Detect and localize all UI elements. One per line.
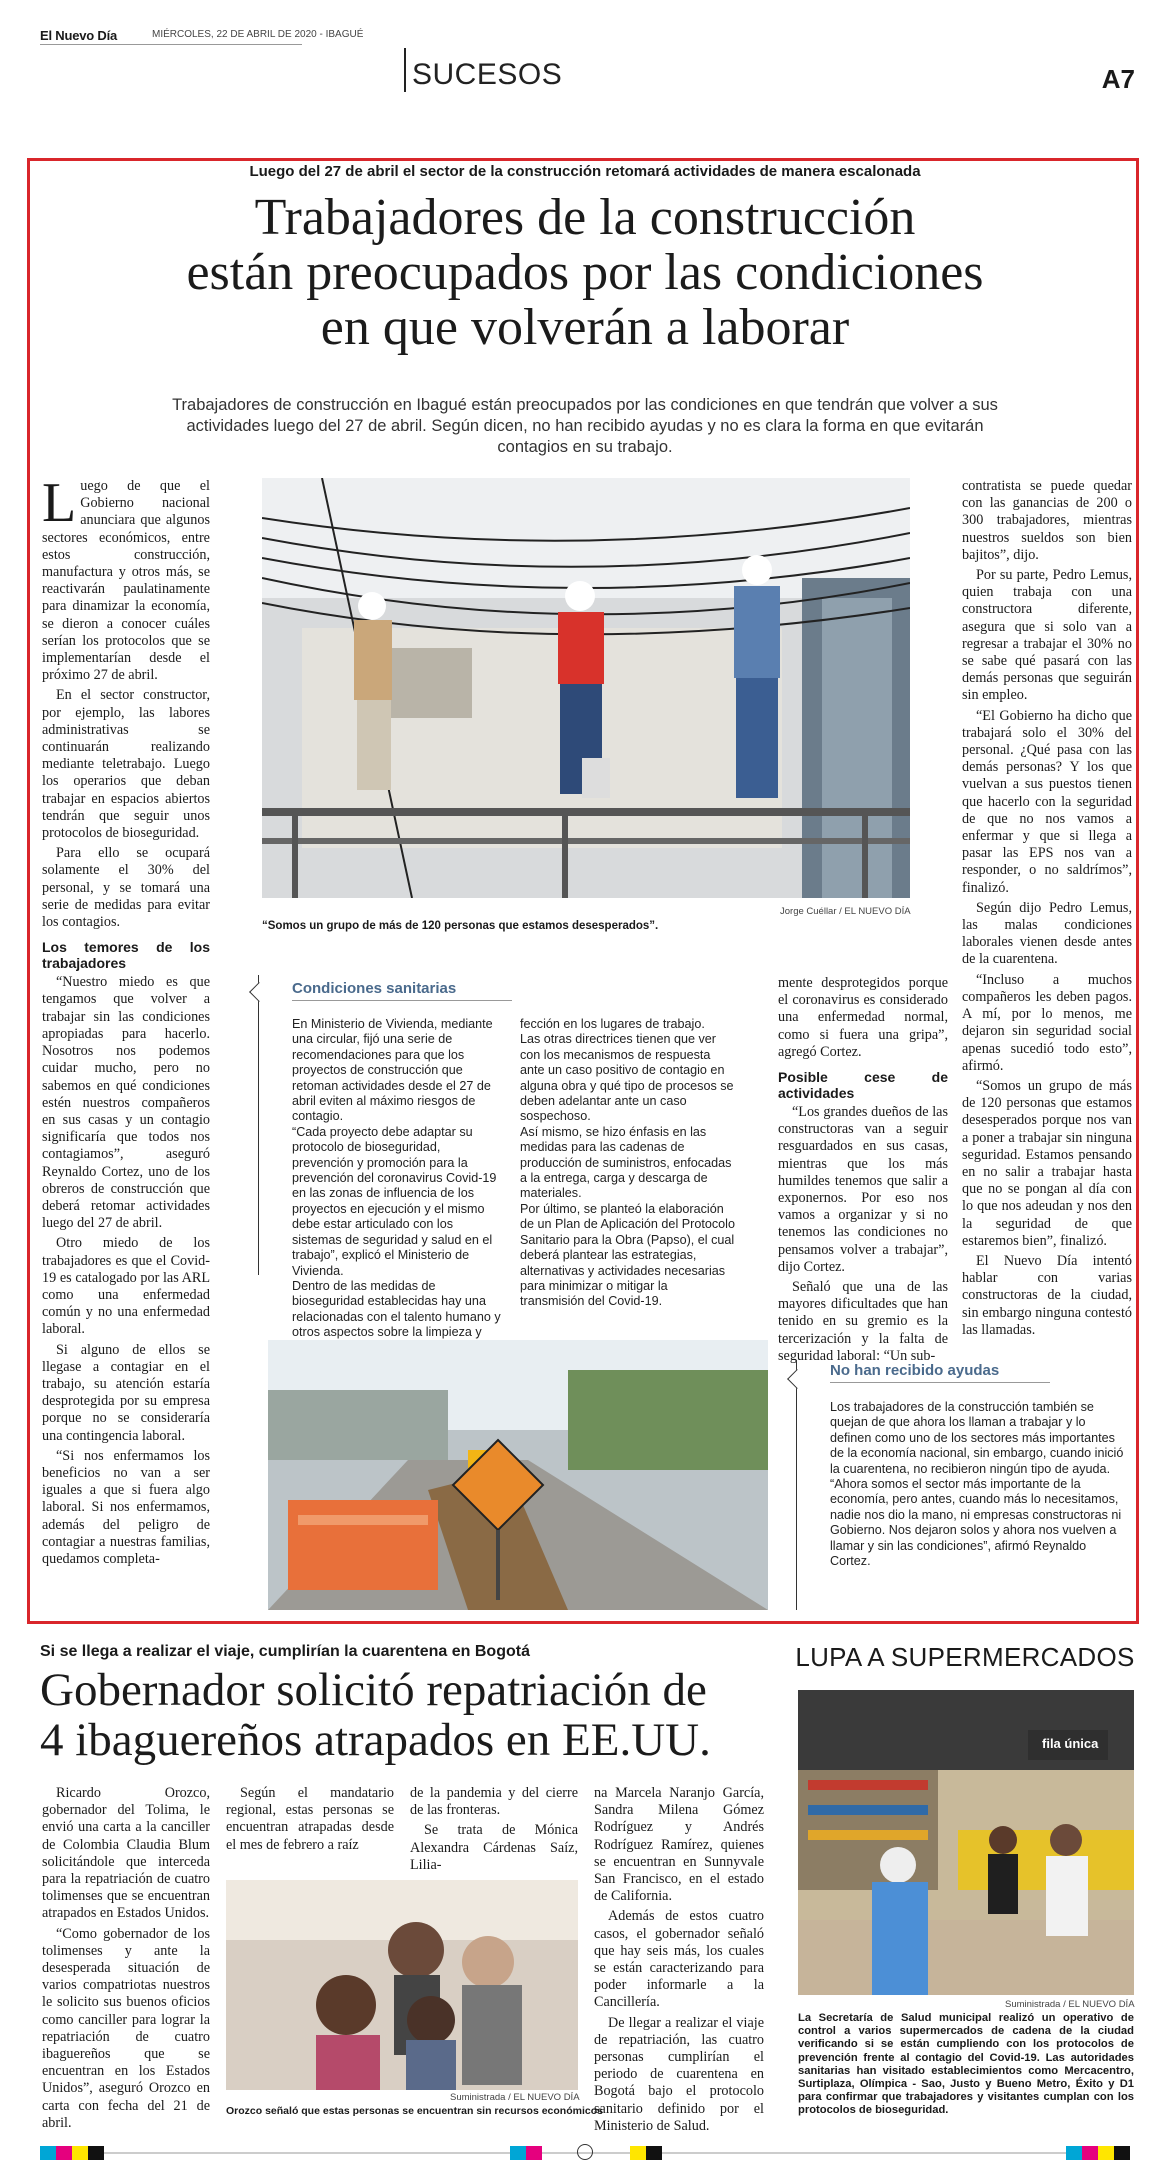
swatch-yellow [72,2146,88,2160]
second-column-4 [594,1785,764,2138]
headline-line: Trabajadores de la construcción [254,189,916,246]
masthead-logo: El Nuevo Día [40,28,118,43]
swatch-cyan [1066,2146,1082,2160]
swatch-magenta [56,2146,72,2160]
paragraph: Dentro de las medidas de bioseguridad establecidas hay una relacionadas con el talento humano y otros aspectos sobre la limpieza y [292,1278,501,1340]
swatch-yellow [1098,2146,1114,2160]
paragraph: En Ministerio de Vivienda, mediante una circular, fijó una serie de recomendaciones para que los proyectos de construcción que retoman actividades desde el 27 de abril eviten al máximo riesgos de contagio. [292,1017,493,1124]
paragraph: na Marcela Naranjo García, Sandra Milena Gómez Rodríguez y Andrés Rodríguez Ramírez, quienes se encuentran en Sunnyvale San Francisco, en el estado de California. [594,1785,764,1905]
paragraph: Se trata de Mónica Alexandra Cárdenas Saíz, Lilia- [410,1822,578,1873]
paragraph: mente desprotegidos porque el coronavirus es considerado una enfermedad normal, como si fuera una gripa”, agregó Cortez. [778,975,948,1060]
drop-cap: L [42,472,77,534]
photo-caption: “Somos un grupo de más de 120 personas que estamos desesperados”. [262,920,659,932]
swatch-cyan [510,2146,526,2160]
paragraph: Otro miedo de los trabajadores es que el Covid-19 es catalogado por las ARL como una enfermedad común y no una enfermedad laboral. [42,1235,210,1338]
headline-line: Gobernador solicitó repatriación de [40,1664,707,1716]
paragraph: Señaló que una de las mayores dificultades que han tenido en su gremio es la tercerización y la falta de seguridad laboral: “Un sub- [778,1279,948,1364]
second-column-1 [42,1785,210,2135]
paragraph: “Los grandes dueños de las constructoras van a seguir resguardados en sus casas, mientras que los más humildes tenemos que salir a exponernos. Por eso nos vamos a organizar y si no tenemos las condiciones no pensamos volver a trabajar”, dijo Cortez. [778,1104,948,1275]
paragraph: de la pandemia y del cierre de las fronteras. [410,1785,578,1819]
family-selfie-illustration [226,1880,578,2090]
main-column-4 [962,478,1132,1342]
headline-line: 4 ibaguereños atrapados en EE.UU. [40,1714,711,1766]
paragraph: Ricardo Orozco, gobernador del Tolima, le envió una carta a la canciller de Colombia Claudia Blum solicitándole que interceda para la repatriación de cuatro tolimenses que se encuentran atrapados en Estados Unidos. [42,1785,210,1922]
paragraph: Según el mandatario regional, estas personas se encuentran atrapadas desde el mes de febrero a raíz [226,1785,394,1853]
photo-credit: Suministrada / EL NUEVO DÍA [1005,1999,1135,2010]
aid-box-bracket [796,1360,806,1610]
main-column-3 [778,975,948,1368]
photo-caption: Orozco señaló que estas personas se encuentran sin recursos económicos [226,2105,603,2117]
second-headline [40,1665,800,1765]
paragraph: contratista se puede quedar con las ganancias de 200 o 300 trabajadores, mientras nuestros sueldos son bien bajitos”, dijo. [962,478,1132,563]
construction-workers-photo [262,478,910,898]
registration-crosshair-icon [577,2144,593,2160]
paragraph: Por su parte, Pedro Lemus, quien trabaja con una constructora diferente, asegura que si solo van a regresar a trabajar el 30% no se sabe qué pasará con las demás personas que seguirán sin empleo. [962,567,1132,704]
paragraph: “Cada proyecto debe adaptar su protocolo de bioseguridad, prevención y promoción para la prevención del coronavirus Covid-19 en las zonas de influencia de los proyectos en ejecución y el mismo debe estar articulado con los sistemas de seguridad y salud en el trabajo”, explicó el Ministerio de Vivienda. [292,1124,497,1278]
paragraph: En el sector constructor, por ejemplo, las labores administrativas se continuarán realizando mediante teletrabajo. Luego los operarios que deban trabajar en espacios abiertos tendrán que seguir unos protocolos de bioseguridad. [42,687,210,842]
sanitary-box-bracket [258,975,268,1275]
swatch-black [1114,2146,1130,2160]
aid-box-title: No han recibido ayudas [830,1362,1000,1379]
section-title: SUCESOS [412,58,563,91]
paragraph: “Incluso a muchos compañeros les deben pagos. A mí, por lo menos, me dejaron sin seguridad social apenas sucedió todo esto”, afirmó. [962,971,1132,1074]
paragraph: “Como gobernador de los tolimenses y ante la desesperada situación de varios compatriotas nuestros le solicito sus buenos oficios como canciller para lograr la repatriación de cuatro ibaguereños que se encuentran en los Estados Unidos”, aseguró Orozco en carta con fecha del 21 de abril. [42,1925,210,2131]
paragraph: Así mismo, se hizo énfasis en las medidas para las cadenas de producción de suministros, enfocadas a la entrega, carga y descarga de materiales. [520,1124,732,1201]
print-registration-bar [40,2146,1130,2160]
second-kicker: Si se llega a realizar el viaje, cumplirían la cuarentena en Bogotá [40,1643,530,1660]
paragraph: De llegar a realizar el viaje de repatriación, las cuatro personas cumplirían el periodo de cuarentena en Bogotá bajo el protocolo sanitario definido por el Ministerio de Salud. [594,2014,764,2134]
family-photo [226,1880,578,2090]
page-header [40,28,1135,98]
swatch-black [646,2146,662,2160]
main-column-1 [42,472,210,1571]
header-rule [40,44,302,45]
construction-scene-illustration [262,478,910,898]
swatch-yellow [630,2146,646,2160]
main-lead: Trabajadores de construcción en Ibagué están preocupados por las condiciones en que tendrán que volver a sus actividades luego del 27 de abril. Según dicen, no han recibido ayudas y no es clara la forma en que evitarán contagios en su trabajo. [172,396,998,456]
paragraph: Las otras directrices tienen que ver con los mecanismos de respuesta ante un caso positivo de contagio en alguna obra y qué tipo de procesos se deben adelantar ante un caso sospechoso. [520,1032,734,1124]
swatch-magenta [1082,2146,1098,2160]
section-divider [404,48,406,92]
paragraph: Además de estos cuatro casos, el gobernador señaló que hay seis más, los cuales se están caracterizando para poder informarle a la Cancillería. [594,1908,764,2011]
paragraph: fección en los lugares de trabajo. [520,1017,705,1031]
paragraph: Para ello se ocupará solamente el 30% del personal, y se tomará una serie de medidas para evitar los contagios. [42,845,210,931]
swatch-magenta [526,2146,542,2160]
sidebar-caption: La Secretaría de Salud municipal realizó un operativo de control a varios supermercados de cadena de la ciudad verificando si se están cumpliendo con los protocolos de prevención frente al contagio del Covid-19. Las autoridades sanitarias han visitado establecimientos como Mercacentro, Surtiplaza, Olímpica - Sao, Justo y Bueno Metro, Éxito y D1 para confirmar que trabajadores y visitantes cumplan con los protocolos de bioseguridad. [798,2012,1134,2117]
paragraph: Los trabajadores de la construcción también se quejan de que ahora los llaman a trabajar y lo definen como uno de los sectores más importantes de la economía nacional, sin embargo, cuando inició la cuarentena, no recibieron ningún tipo de ayuda. [830,1400,1124,1476]
paragraph: Según dijo Pedro Lemus, las malas condiciones laborales vienen desde antes de la cuarentena. [962,899,1132,968]
paragraph: El Nuevo Día intentó hablar con varias constructoras de la ciudad, sin embargo ninguna contestó las llamadas. [962,1252,1132,1338]
paragraph: “Somos un grupo de más de 120 personas que estamos desesperados porque nos van a poner a trabajar sin ninguna seguridad. Estamos pensando en no salir a trabajar hasta que no se pongan al día con lo que nos adeudan y nos den la seguridad de que estaremos bien”, finalizó. [962,1077,1132,1249]
aid-box-title-rule [830,1382,1050,1383]
paragraph: “El Gobierno ha dicho que trabajará solo el 30% del personal. ¿Qué pasa con las demás personas? Y los que vuelvan a sus puestos tienen que hacerlo con la seguridad de que no nos vamos a enfermar y que si llega a pasar las EPS nos van a responder, o no saldrímos”, finalizó. [962,707,1132,896]
sidebar-title: LUPA A SUPERMERCADOS [795,1642,1135,1672]
photo-credit: Suministrada / EL NUEVO DÍA [450,2092,580,2103]
road-works-illustration [268,1340,768,1610]
sanitary-box-left-column [292,1017,502,1356]
swatch-cyan [40,2146,56,2160]
second-column-2 [226,1785,394,1857]
road-works-photo [268,1340,768,1610]
dateline: MIÉRCOLES, 22 DE ABRIL DE 2020 - IBAGUÉ [152,29,364,40]
photo-credit: Jorge Cuéllar / EL NUEVO DÍA [780,906,911,917]
headline-line: en que volverán a laborar [320,299,850,356]
headline-line: están preocupados por las condiciones [186,244,984,301]
sanitary-box-title: Condiciones sanitarias [292,980,457,997]
paragraph: “Si nos enfermamos los beneficios no van a ser iguales a que si fuera algo laboral. Si nos enfermamos, además del peligro de contagiar a nuestras familias, quedamos completa- [42,1447,210,1567]
main-kicker: Luego del 27 de abril el sector de la construcción retomará actividades de manera escalonada [249,163,921,180]
paragraph: Por último, se planteó la elaboración de un Plan de Aplicación del Protocolo Sanitario para la Obra (Papso), el cual deberá plantear las estrategias, alternativas y actividades necesarias para minimizar o mitigar la transmisión del Covid-19. [520,1201,735,1309]
sanitary-box-right-column [520,1017,735,1310]
paragraph: “Ahora somos el sector más importante de la economía, pero antes, cuando más lo necesitamos, nadie nos dio la mano, ni empresas constructoras ni Gobierno. Nos dejaron solos y ahora nos vuelven a llamar y sin las condiciones”, afirmó Reynaldo Cortez. [830,1477,1122,1569]
swatch-black [88,2146,104,2160]
main-headline [40,190,1130,355]
page-number: A7 [1101,64,1135,94]
second-column-3 [410,1785,578,1877]
aid-box-body [830,1400,1130,1569]
paragraph: “Nuestro miedo es que tengamos que volver a trabajar sin las condiciones apropiadas para hacerlo. Nosotros nos podemos cuidar mucho, pero no sabemos en qué condiciones estén nuestros compañeros en sus casas y un contagio significaría que todos nos contagiamos”, aseguró Reynaldo Cortez, uno de los obreros de construcción que deberá retomar actividades luego del 27 de abril. [42,974,210,1232]
sanitary-box-title-rule [292,1000,512,1001]
subheading: Posible cese de actividades [778,1069,948,1102]
store-sign: fila única [1042,1736,1099,1751]
paragraph: uego de que el Gobierno nacional anunciara que algunos sectores económicos, entre estos construcción, manufactura y otros más, se reactivarán paulatinamente para dinamizar la economía, se dieron a conocer cuáles serían los protocolos que se implementarían desde el próximo 27 de abril. [42,478,210,684]
supermarket-photo [798,1690,1134,1995]
paragraph: Si alguno de ellos se llegase a contagiar en el trabajo, su atención estaría desprotegida por su empresa porque no se consideraría una contingencia laboral. [42,1341,210,1444]
subheading: Los temores de los trabajadores [42,939,210,972]
